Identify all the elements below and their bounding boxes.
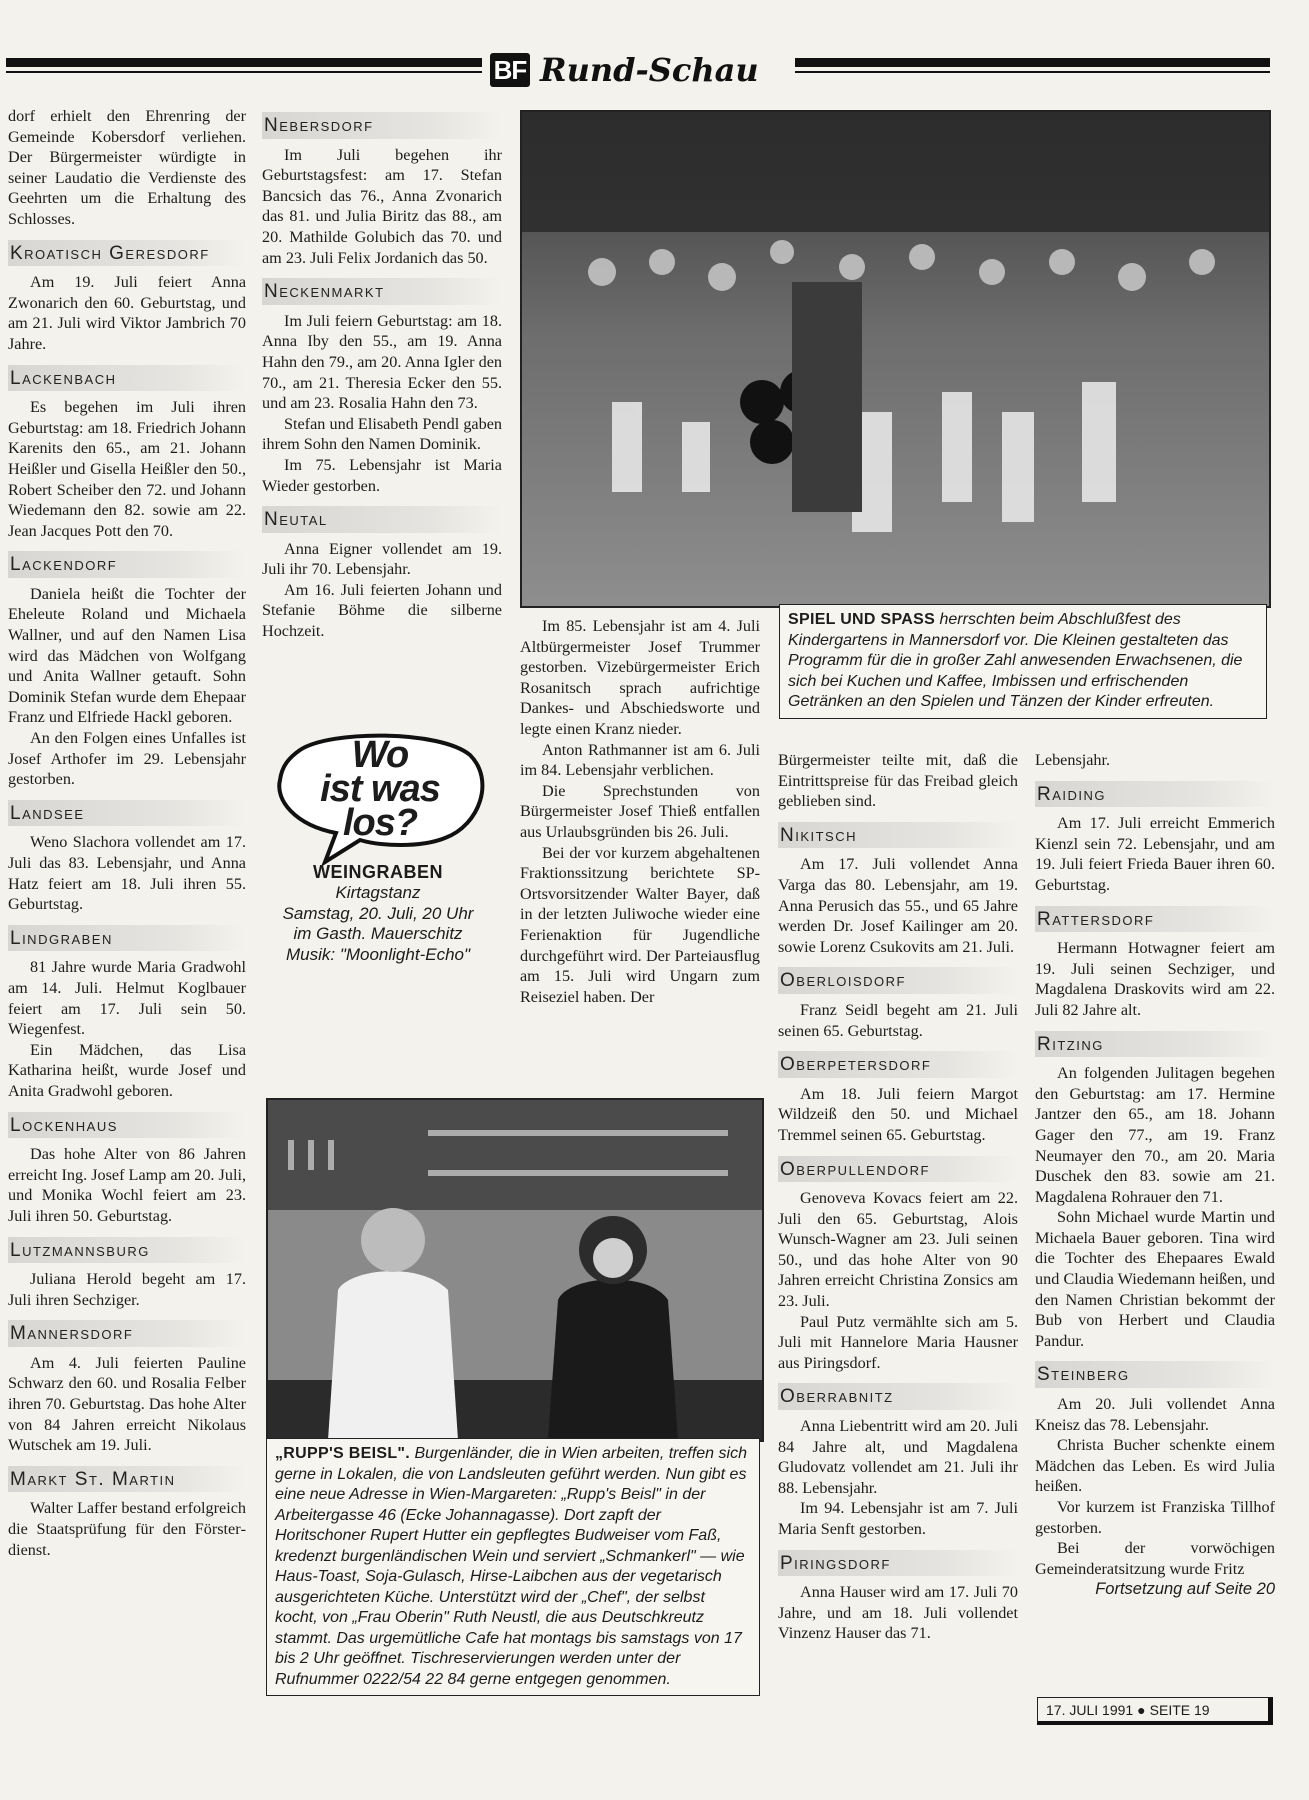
article-text: Hermann Hotwagner feiert am 19. Juli seinen Sechziger, und Magdalena Draskovits wird am 22. Juli 82 Jahre alt.: [1035, 939, 1275, 1019]
column-2: [262, 106, 502, 642]
article-text: Weno Slachora vollendet am 17. Juli das 83. Lebensjahr, und Anna Hatz feiert am 18. Juli ihren 55. Geburtstag.: [8, 833, 246, 914]
masthead-rule-left: [6, 58, 482, 67]
heading-lackendorf: Lackendorf: [8, 551, 246, 578]
article-text: Sohn Michael wurde Martin und Michaela Bauer geboren. Tina wird die Tochter des Ehepaares Ewald und Claudia Wiedemann heißen, und den Namen Christian bekommt der Bub von Herbert und Claudia Pandur.: [1035, 1208, 1275, 1350]
column-5: [1035, 750, 1275, 1600]
caption-text: herrschten beim Abschlußfest des Kindergartens in Mannersdorf vor. Die Kleinen gestalteten das Programm für die in großer Zahl anwesenden Erwachsenen, die sich bei Kuchen und Kaffee, Imbissen und erfrischenden Getränken an den Spielen und Tänzen der Kinder erfreuten.: [788, 611, 1243, 710]
event-venue: im Gasth. Mauerschitz: [293, 924, 463, 943]
heading-oberloisdorf: Oberloisdorf: [778, 967, 1018, 994]
bubble-line-2: ist was: [320, 768, 440, 810]
event-listing: [268, 862, 488, 965]
article-text: Bei der vor kurzem abgehaltenen Fraktionssitzung berichtete SP-Ortsvorsitzender Walter Bayer, daß in der letzten Juliwoche wieder eine Ferienaktion für Jugendliche durchgeführt wird. Der Parteiausflug am 15. Juli wird Ungarn zum Reiseziel haben. Der: [520, 843, 760, 1006]
article-text: Christa Bucher schenkte einem Mädchen das Leben. Es wird Julia heißen.: [1035, 1436, 1275, 1496]
heading-lutzmannsburg: Lutzmannsburg: [8, 1237, 246, 1264]
article-text: Im 85. Lebensjahr ist am 4. Juli Altbürgermeister Josef Trummer gestorben. Vizebürgermeister Erich Rosanitsch sprach aufrichtige Dankes- und Abschiedsworte und legte einen Kranz nieder.: [520, 617, 760, 738]
article-text: Vor kurzem ist Franziska Tillhof gestorben.: [1035, 1498, 1275, 1537]
article-text: Es begehen im Juli ihren Geburtstag: am 18. Friedrich Johann Karenits den 65., am 21. Johann Heißler und Gisella Heißler den 50., Robert Scheiber den 72. und Johann Wiedemann den 82. sowie am 22. Jean Jacques Pott den 70.: [8, 398, 246, 540]
heading-nebersdorf: Nebersdorf: [262, 112, 502, 139]
article-text: Paul Putz vermählte sich am 5. Juli mit Hannelore Maria Hausner aus Piringsdorf.: [778, 1312, 1018, 1372]
article-text: Am 4. Juli feierten Pauline Schwarz den 60. und Rosalia Felber ihren 70. Geburtstag. Das hohe Alter von 84 Jahren erreicht Nikolaus Wutschek am 19. Juli.: [8, 1353, 246, 1455]
article-text: Franz Seidl begeht am 21. Juli seinen 65. Geburtstag.: [778, 1000, 1018, 1040]
article-text: Bei der vorwöchigen Gemeinderatsitzung wurde Fritz: [1035, 1539, 1275, 1578]
bf-logo: BF: [490, 53, 530, 87]
article-text: Juliana Herold begeht am 17. Juli ihren Sechziger.: [8, 1270, 246, 1309]
event-music: Musik: "Moonlight-Echo": [285, 944, 471, 964]
masthead-rule-right-thin: [795, 71, 1270, 73]
speech-bubble: [270, 730, 490, 870]
heading-piringsdorf: Piringsdorf: [778, 1550, 1018, 1577]
article-text: Anna Liebentritt wird am 20. Juli 84 Jahre alt, und Magdalena Gludovatz vollendet am 21. Juli ihr 88. Lebensjahr.: [778, 1417, 1018, 1497]
heading-mannersdorf: Mannersdorf: [8, 1320, 246, 1347]
heading-kroatisch-geresdorf: Kroatisch Geresdorf: [8, 240, 246, 267]
heading-lindgraben: Lindgraben: [8, 925, 246, 952]
heading-oberpullendorf: Oberpullendorf: [778, 1156, 1018, 1183]
masthead-rule-left-thin: [6, 71, 482, 73]
column-1: [8, 106, 246, 1560]
heading-markt-st-martin: Markt St. Martin: [8, 1466, 246, 1493]
intro-text: dorf erhielt den Ehrenring der Gemeinde Kobersdorf verliehen. Der Bürgermeister würdigte in seiner Laudatio die Verdienste des Geehrten um die Erhaltung des Schlosses.: [8, 107, 246, 228]
article-text: Am 18. Juli feiern Margot Wildzeiß den 50. und Michael Tremmel seinen 65. Geburtstag.: [778, 1084, 1018, 1144]
article-text: Am 17. Juli erreicht Emmerich Kienzl sein 72. Lebensjahr, und am 19. Juli feiert Frieda Bauer ihren 60. Geburtstag.: [1035, 814, 1275, 894]
article-text: Im 94. Lebensjahr ist am 7. Juli Maria Senft gestorben.: [778, 1499, 1018, 1538]
caption-lead: SPIEL UND SPASS: [788, 611, 936, 628]
article-text: Anna Eigner vollendet am 19. Juli ihr 70. Lebensjahr.: [262, 539, 502, 579]
article-text: Daniela heißt die Tochter der Eheleute Roland und Michaela Wallner, und auf den Namen Lisa wird das Mädchen von Wolfgang und Anita Wallner getauft. Sohn Dominik Stefan wurde dem Ehepaar Franz und Elfriede Hackl geboren.: [8, 584, 246, 727]
article-text: Am 20. Juli vollendet Anna Kneisz das 78. Lebensjahr.: [1035, 1395, 1275, 1434]
continuation-note: Fortsetzung auf Seite 20: [1095, 1580, 1275, 1599]
heading-raiding: Raiding: [1035, 781, 1275, 808]
article-text: Das hohe Alter von 86 Jahren erreicht Ing. Josef Lamp am 20. Juli, und Monika Wochl feiert am 23. Juli ihren 50. Geburtstag.: [8, 1145, 246, 1225]
article-text: Ein Mädchen, das Lisa Katharina heißt, wurde Josef und Anita Gradwohl geboren.: [8, 1040, 246, 1100]
article-text: Am 16. Juli feierten Johann und Stefanie Böhme die silberne Hochzeit.: [262, 580, 502, 641]
page-footer: [1037, 1697, 1273, 1725]
section-title: Rund-Schau: [540, 51, 759, 89]
bullet-icon: ●: [1137, 1701, 1146, 1718]
kindergarten-caption: [779, 604, 1267, 719]
rupps-beisl-photo: [266, 1098, 764, 1442]
article-text: An den Folgen eines Unfalles ist Josef Arthofer im 29. Lebensjahr gestorben.: [8, 729, 246, 789]
photo-image: [268, 1100, 762, 1440]
article-text: Stefan und Elisabeth Pendl gaben ihrem Sohn den Namen Dominik.: [262, 414, 502, 454]
column-4: [778, 750, 1018, 1644]
masthead-rule-right: [795, 58, 1270, 67]
event-place: WEINGRABEN: [313, 862, 443, 882]
heading-lockenhaus: Lockenhaus: [8, 1112, 246, 1139]
heading-oberrabnitz: Oberrabnitz: [778, 1383, 1018, 1410]
kindergarten-photo: [520, 110, 1271, 608]
article-text: Im 75. Lebensjahr ist Maria Wieder gestorben.: [262, 455, 502, 495]
article-text: 81 Jahre wurde Maria Gradwohl am 14. Juli. Helmut Koglbauer feiert am 17. Juli sein 50. Wiegenfest.: [8, 958, 246, 1039]
article-text: Am 19. Juli feiert Anna Zwonarich den 60. Geburtstag, und am 21. Juli wird Viktor Jambrich 70 Jahre.: [8, 273, 246, 353]
article-text: Anna Hauser wird am 17. Juli 70 Jahre, und am 18. Juli vollendet Vinzenz Hauser das 71.: [778, 1583, 1018, 1643]
bubble-line-1: Wo: [351, 734, 409, 776]
masthead: [490, 50, 790, 90]
heading-neutal: Neutal: [262, 506, 502, 533]
caption-text: Burgenländer, die in Wien arbeiten, treffen sich gerne in Lokalen, die von Landsleuten geführt werden. Nun gibt es eine neue Adresse in Wien-Margareten: „Rupp's Beisl" in der Arbeitergasse 46 (Ecke Johannagasse). Dort zapft der Horitschoner Rupert Hutter ein gepflegtes Budweiser vom Faß, kredenzt burgenländischen Wein und serviert „Schmankerl" — wie Haus-Toast, Soja-Gulasch, Hirse-Laibchen aus der vegetarisch ausgerichteten Küche. Unterstützt wird der „Chef", der selbst kocht, von „Frau Oberin" Ruth Neustl, die aus Deutschkreutz stammt. Das urgemütliche Cafe hat montags bis samstags von 17 bis 2 Uhr geöffnet. Tischreservierungen werden unter der Rufnummer 0222/54 22 84 gerne entgegen genommen.: [275, 1445, 747, 1688]
article-text: Lebensjahr.: [1035, 751, 1111, 769]
article-text: Die Sprechstunden von Bürgermeister Josef Thieß entfallen aus Urlaubsgründen bis 26. Juli.: [520, 781, 760, 841]
heading-oberpetersdorf: Oberpetersdorf: [778, 1051, 1018, 1078]
footer-page: SEITE 19: [1149, 1701, 1210, 1718]
photo-image: [522, 112, 1269, 606]
footer-date: 17. JULI 1991: [1046, 1701, 1134, 1718]
article-text: An folgenden Julitagen begehen den Geburtstag: am 17. Hermine Jantzer den 65., am 18. Johann Gager den 77., am 19. Franz Neumayer den 70., am 20. Maria Duschek den 83. sowie am 21. Magdalena Rohrauer den 71.: [1035, 1064, 1275, 1206]
column-3: [520, 616, 760, 1007]
article-text: Im Juli feiern Geburtstag: am 18. Anna Iby den 55., am 19. Anna Hahn den 79., am 20. Anna Igler den 70., am 21. Theresia Ecker den 55. und am 23. Rosalia Hahn den 73.: [262, 311, 502, 413]
heading-nikitsch: Nikitsch: [778, 822, 1018, 849]
article-text: Bürgermeister teilte mit, daß die Eintrittspreise für das Freibad gleich geblieben sind.: [778, 751, 1018, 811]
article-text: Walter Laffer bestand erfolgreich die Staatsprüfung für den Försterdienst.: [8, 1499, 246, 1559]
heading-lackenbach: Lackenbach: [8, 365, 246, 392]
heading-rattersdorf: Rattersdorf: [1035, 906, 1275, 933]
heading-ritzing: Ritzing: [1035, 1031, 1275, 1058]
article-text: Genoveva Kovacs feiert am 22. Juli den 65. Geburtstag, Alois Wunsch-Wagner am 23. Juli seinen 50., und das hohe Alter von 90 Jahren erreicht Christina Zonsics am 23. Juli.: [778, 1189, 1018, 1311]
bubble-line-3: los?: [342, 802, 418, 844]
article-text: Am 17. Juli vollendet Anna Varga das 80. Lebensjahr, am 19. Anna Perusich das 55., und 65 Jahre werden Dr. Josef Kailinger am 20. sowie Lorenz Csukovits am 21. Juli.: [778, 855, 1018, 956]
event-date: Samstag, 20. Juli, 20 Uhr: [282, 903, 474, 923]
event-title: Kirtagstanz: [335, 883, 421, 902]
heading-landsee: Landsee: [8, 800, 246, 827]
article-text: Anton Rathmanner ist am 6. Juli im 84. Lebensjahr verblichen.: [520, 740, 760, 780]
rupps-beisl-caption: [266, 1438, 760, 1696]
heading-steinberg: Steinberg: [1035, 1361, 1275, 1388]
article-text: Im Juli begehen ihr Geburtstagsfest: am 17. Stefan Bancsich das 76., Anna Zvonarich das 81. und Julia Biritz das 88., am 20. Mathilde Golubich das 70. und am 23. Juli Felix Jordanich das 50.: [262, 145, 502, 267]
caption-lead: „RUPP'S BEISL".: [275, 1445, 411, 1462]
heading-neckenmarkt: Neckenmarkt: [262, 278, 502, 305]
